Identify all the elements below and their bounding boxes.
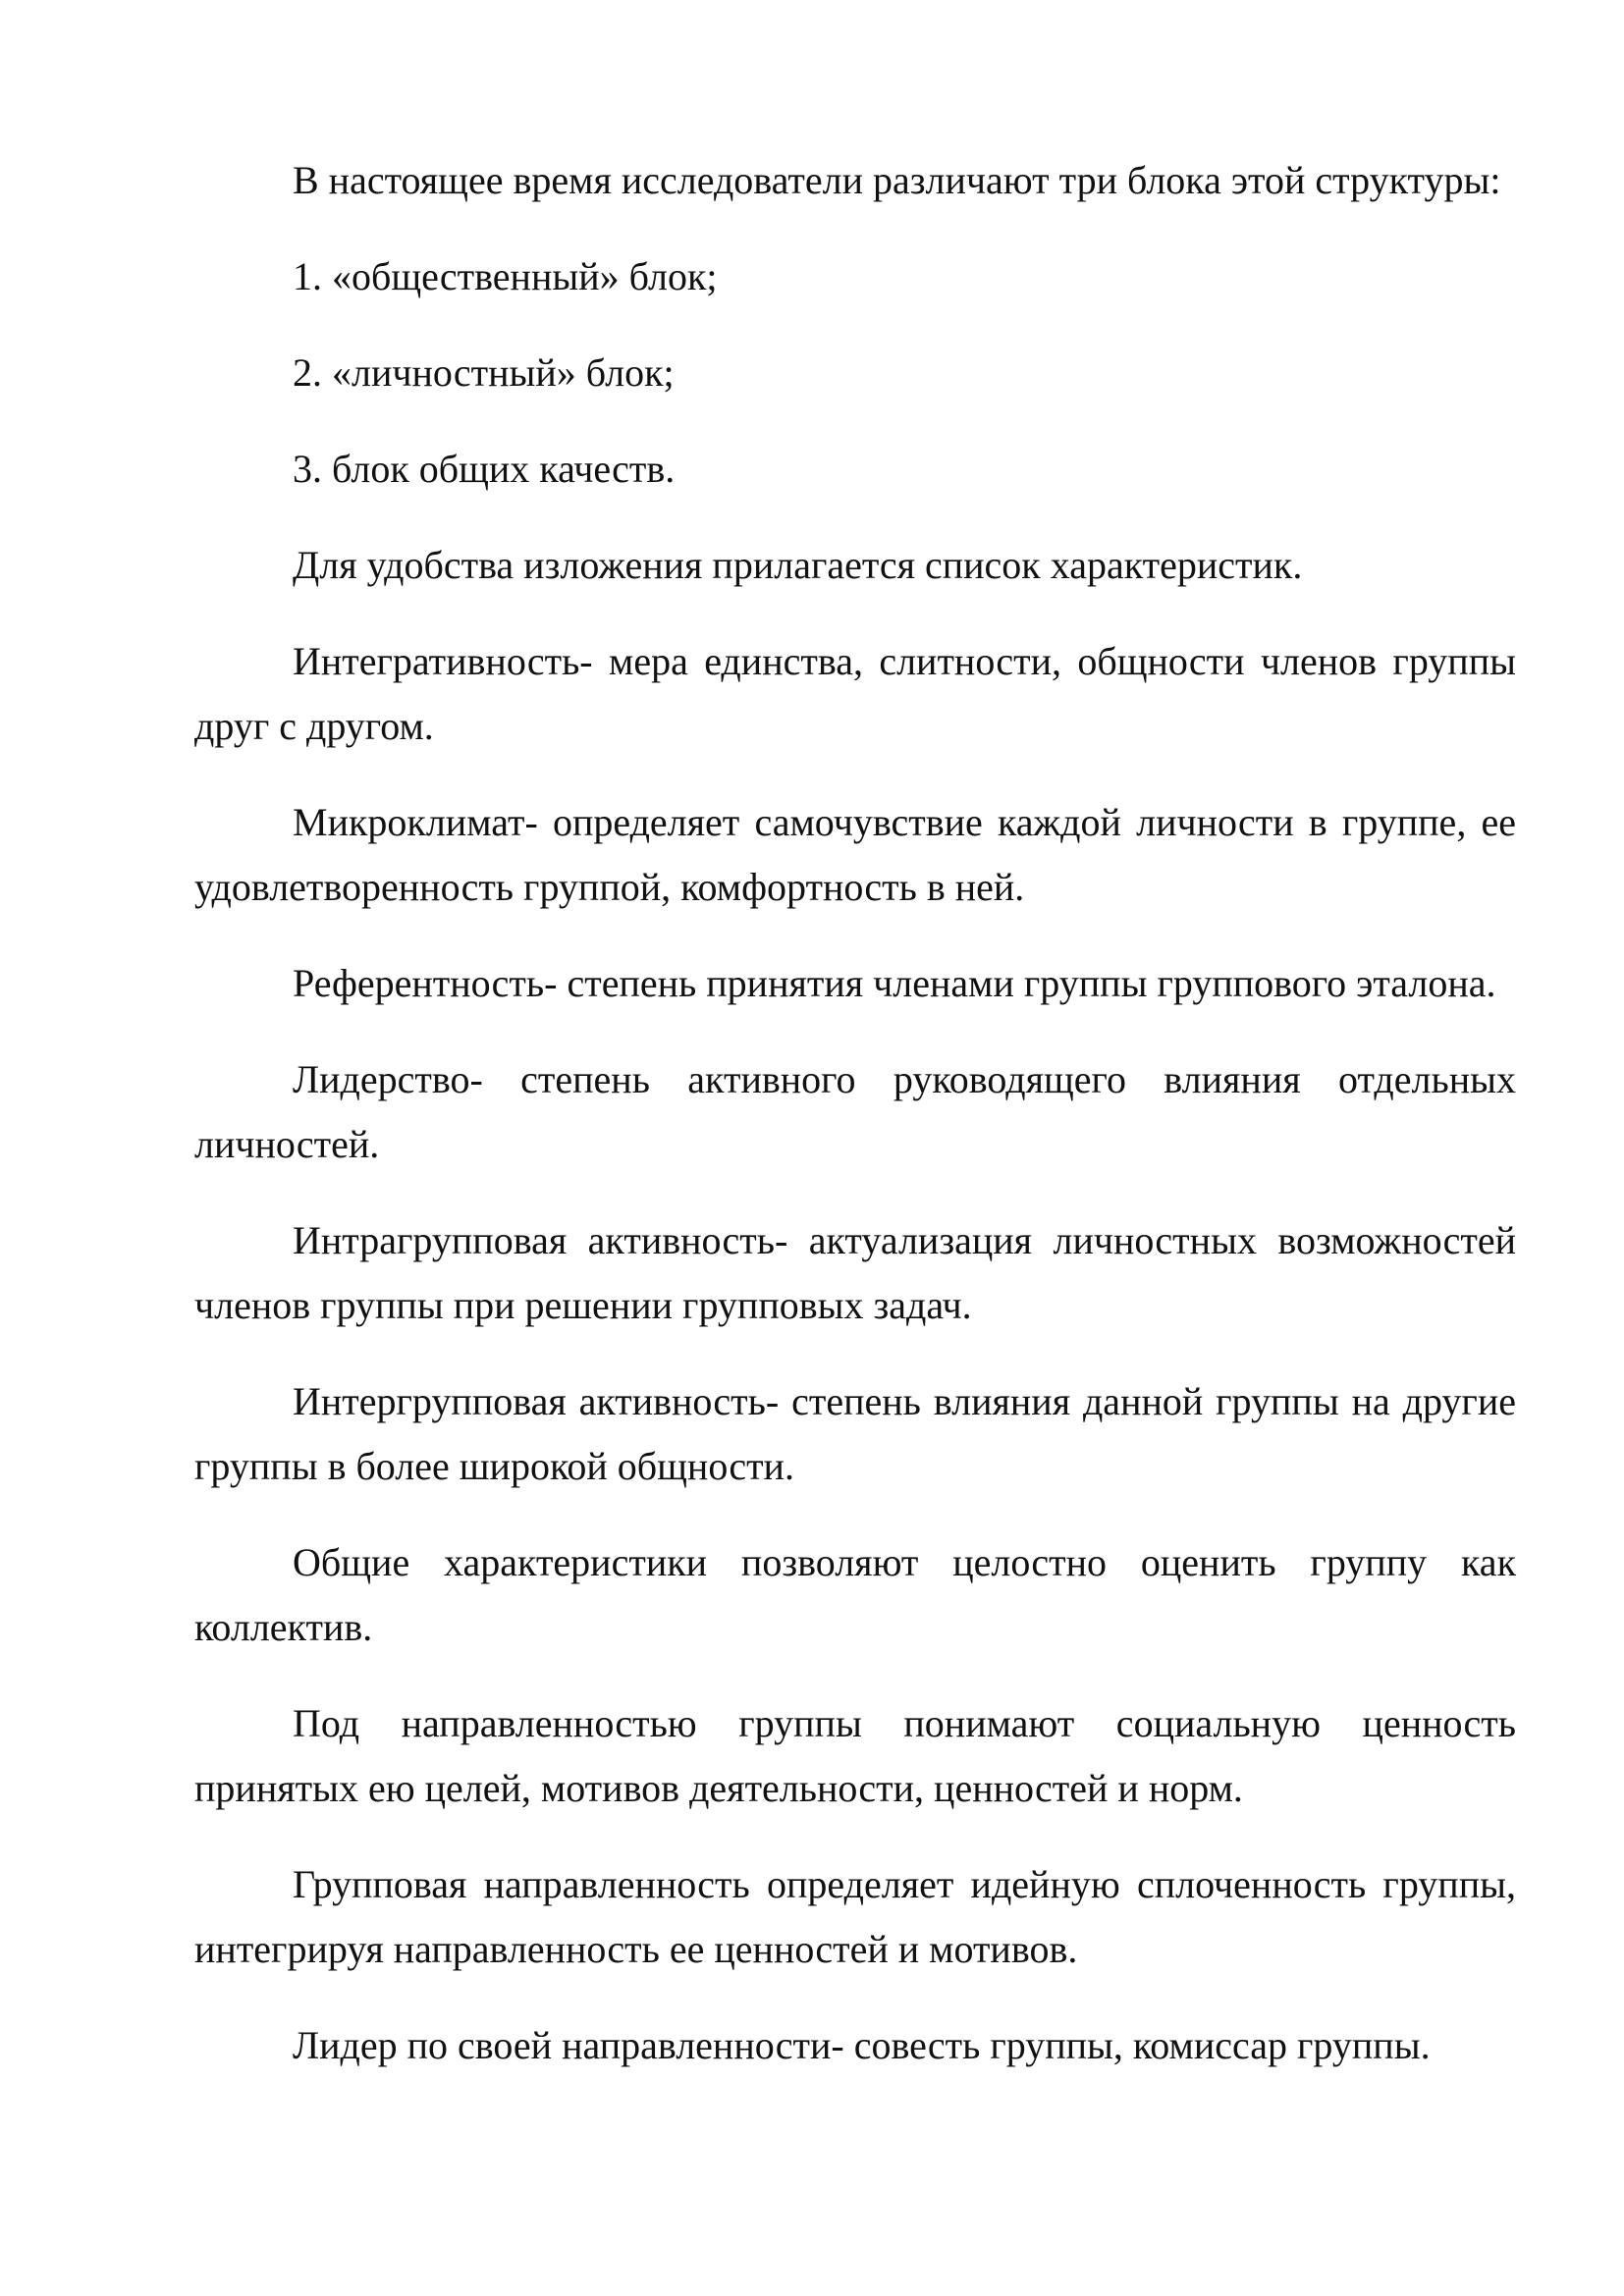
document-body [194, 148, 1516, 2109]
paragraph-intragroup-activity: Интрагрупповая активность- актуализация личностных возможностей членов группы при решении групповых задач. [194, 1218, 1516, 1327]
paragraph-general-characteristics: Общие характеристики позволяют целостно оценить группу как коллектив. [194, 1540, 1516, 1649]
paragraph-referentiality: Референтность- степень принятия членами группы группового эталона. [293, 961, 1496, 1005]
paragraph-integrativeness: Интегративность- мера единства, слитности, общности членов группы друг с другом. [194, 639, 1516, 748]
paragraph-group-direction: Групповая направленность определяет идейную сплоченность группы, интегрируя направленность ее ценностей и мотивов. [194, 1862, 1516, 1971]
list-item-1: 1. «общественный» блок; [293, 254, 718, 298]
paragraph-list-note: Для удобства изложения прилагается список характеристик. [293, 543, 1303, 587]
paragraph-leader: Лидер по своей направленности- совесть группы, комиссар группы. [293, 2023, 1431, 2067]
paragraph-intro: В настоящее время исследователи различают три блока этой структуры: [293, 158, 1501, 202]
paragraph-microclimate: Микроклимат- определяет самочувствие каждой личности в группе, ее удовлетворенность группой, комфортность в ней. [194, 800, 1516, 909]
list-item-2: 2. «личностный» блок; [293, 350, 675, 395]
paragraph-group-orientation: Под направленностью группы понимают социальную ценность принятых ею целей, мотивов деятельности, ценностей и норм. [194, 1701, 1516, 1810]
paragraph-leadership: Лидерство- степень активного руководящего влияния отдельных личностей. [194, 1057, 1516, 1166]
list-item-3: 3. блок общих качеств. [293, 447, 676, 491]
paragraph-intergroup-activity: Интергрупповая активность- степень влияния данной группы на другие группы в более широкой общности. [194, 1379, 1516, 1488]
